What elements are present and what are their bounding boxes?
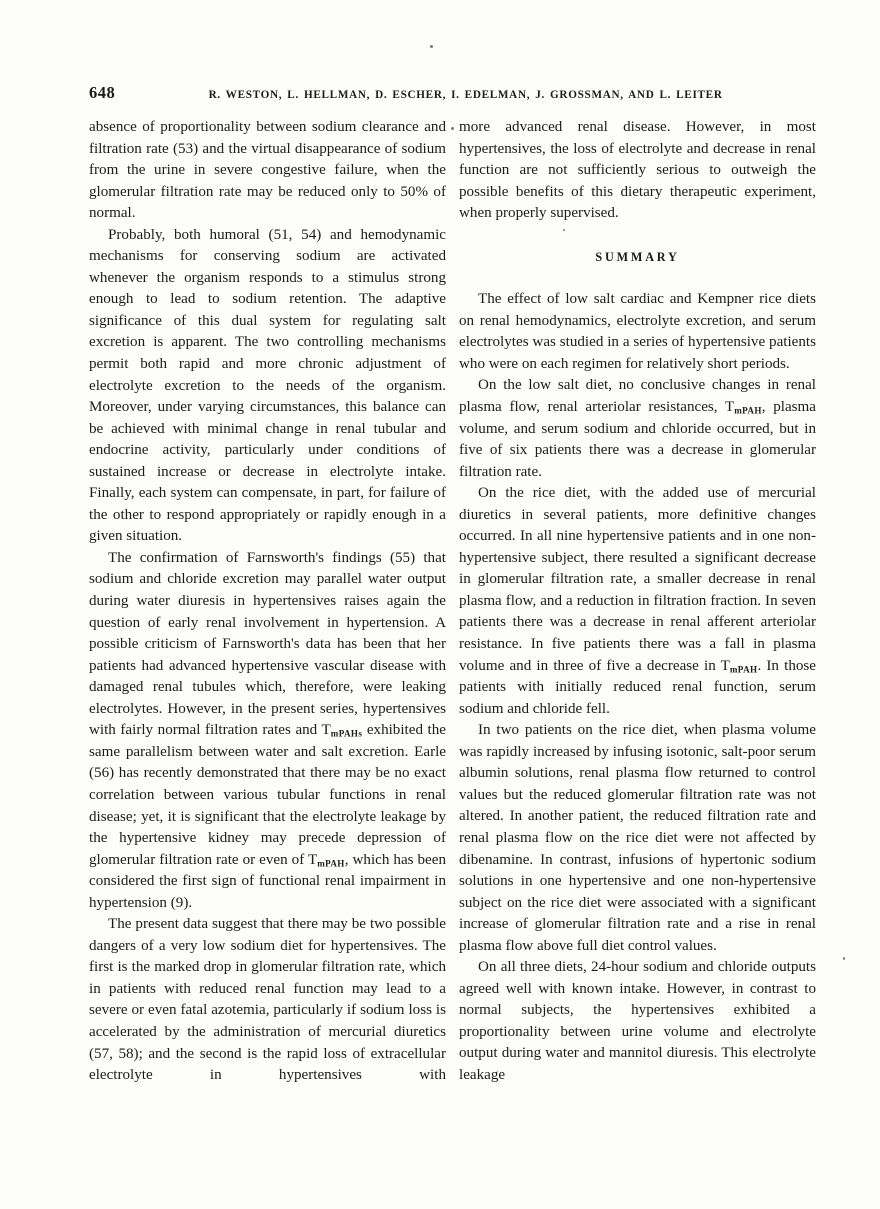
page-header — [89, 83, 816, 103]
paragraph: On the low salt diet, no conclusive changes in renal plasma flow, renal arteriolar resistances, $T_{mPAH}$, plasma volume, and serum sodium and chloride occurred, but in five of six patients there was a decrease in glomerular filtration rate. — [459, 377, 816, 480]
summary-heading: SUMMARY — [595, 249, 680, 264]
paragraph: The effect of low salt cardiac and Kempner rice diets on renal hemodynamics, electrolyte excretion, and serum electrolytes was studied in a series of hypertensive patients who were on each regimen for relatively short periods. — [459, 291, 816, 372]
paragraph: The present data suggest that there may be two possible dangers of a very low sodium diet for hypertensives. The first is the marked drop in glomerular filtration rate, which in patients with reduced renal function may lead to a severe or even fatal azotemia, particularly if sodium loss is accelerated by the administration of mercurial diuretics (57, 58); and the second is the rapid loss of extracellular electrolyte in hypertensives with — [89, 916, 446, 1084]
scan-speck — [843, 957, 845, 960]
paragraph: Probably, both humoral (51, 54) and hemodynamic mechanisms for conserving sodium are activated whenever the organism responds to a stimulus strong enough to lead to sodium retention. The adaptive significance of this dual system for regulating salt excretion is apparent. The two controlling mechanisms permit both rapid and more chronic adjustment of electrolyte excretion to the needs of the organism. Moreover, under varying circumstances, this balance can be achieved with minimal change in renal tubular and endocrine activity, particularly under conditions of sustained increase or decrease in electrolyte intake. Finally, each system can compensate, in part, for failure of the other to respond appropriately or rapidly enough in a given situation. — [89, 226, 446, 545]
paragraph: In two patients on the rice diet, when plasma volume was rapidly increased by infusing isotonic, salt-poor serum albumin solutions, renal plasma flow returned to control values but the reduced glomerular filtration rate was not altered. In another patient, the reduced filtration rate and renal plasma flow on the rice diet were not affected by dibenamine. In contrast, infusions of hypertonic sodium solutions in one hypertensive and one non-hypertensive subject on the rice diet were associated with a significant increase of glomerular filtration rate and a rise in renal plasma flow above full diet control values. — [459, 722, 816, 954]
left-column — [89, 117, 446, 1087]
paragraph: On the rice diet, with the added use of mercurial diuretics in several patients, more definitive changes occurred. In all nine hypertensive patients and in one non-hypertensive subject, there resulted a significant decrease in glomerular filtration rate, a smaller decrease in renal plasma flow, and a reduction in filtration fraction. In seven patients there was a decrease in renal afferent arteriolar resistance. In five patients there was a fall in plasma volume and in three of five a decrease in $T_{mPAH}$. In those patients with initially reduced renal function, serum sodium and chloride fell. — [459, 485, 816, 717]
paragraph: The confirmation of Farnsworth's findings (55) that sodium and chloride excretion may parallel water output during water diuresis in hypertensives raises again the question of early renal involvement in hypertension. A possible criticism of Farnsworth's data has been that her patients had advanced hypertensive vascular disease with damaged renal tubules which, therefore, were leaking electrolytes. However, in the present series, hypertensives with fairly normal filtration rates and $T_{mPAHs}$ exhibited the same parallelism between water and salt excretion. Earle (56) has recently demonstrated that there may be no exact correlation between various tubular functions in renal disease; yet, it is significant that the electrolyte leakage by the hypertensive kidney may precede depression of glomerular filtration rate or even of $T_{mPAH}$, which has been considered the first sign of functional renal impairment in hypertension (9). — [89, 549, 447, 911]
scan-speck — [430, 45, 433, 48]
right-column — [459, 117, 816, 1087]
paragraph: On all three diets, 24-hour sodium and chloride outputs agreed well with known intake. However, in contrast to normal subjects, the hypertensives exhibited a proportionality between urine volume and electrolyte output during water and mannitol diuresis. This electrolyte leakage — [459, 959, 816, 1083]
paragraph: absence of proportionality between sodium clearance and filtration rate (53) and the virtual disappearance of sodium from the urine in severe congestive failure, when the glomerular filtration rate may be reduced only to 50% of normal. — [89, 119, 446, 222]
text-columns — [89, 117, 816, 1087]
page-number: 648 — [89, 83, 116, 102]
paragraph: more advanced renal disease. However, in most hypertensives, the loss of electrolyte and decrease in renal function are not sufficiently serious to outweigh the possible benefits of this dietary therapeutic experiment, when properly supervised. — [459, 119, 816, 222]
running-head: R. WESTON, L. HELLMAN, D. ESCHER, I. EDELMAN, J. GROSSMAN, AND L. LEITER — [208, 89, 723, 101]
